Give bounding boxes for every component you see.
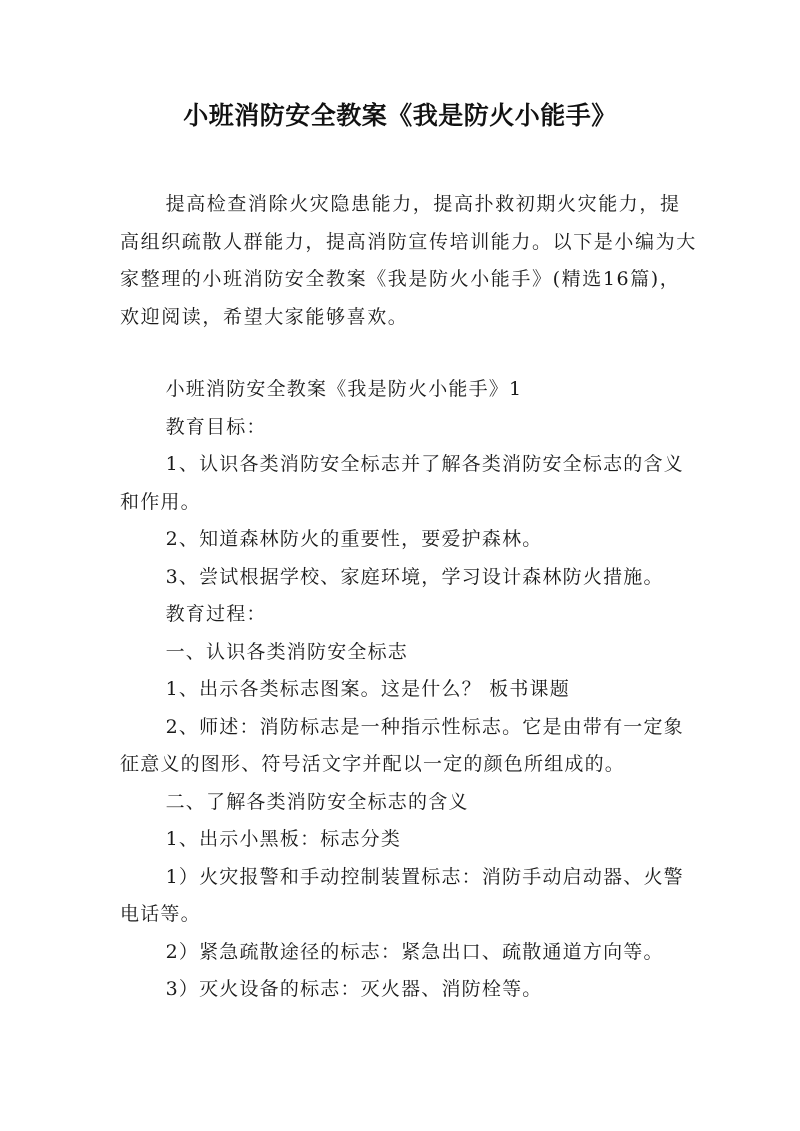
body-paragraph: 3、尝试根据学校、家庭环境，学习设计森林防火措施。 [165, 565, 664, 588]
body-paragraph: 教育目标： [165, 415, 267, 438]
body-paragraph: 二、了解各类消防安全标志的含义 [165, 790, 469, 813]
body-paragraph: 1、认识各类消防安全标志并了解各类消防安全标志的含义和作用。 [120, 453, 684, 513]
body-paragraph: 3）灭火设备的标志：灭火器、消防栓等。 [165, 978, 543, 1000]
document-title: 小班消防安全教案《我是防火小能手》 [183, 101, 617, 130]
body-paragraph: 教育过程： [165, 603, 267, 625]
body-paragraph: 一、认识各类消防安全标志 [165, 640, 408, 663]
body-paragraph: 1）火灾报警和手动控制装置标志：消防手动启动器、火警电话等。 [120, 865, 684, 925]
intro-paragraph: 提高检查消除火灾隐患能力，提高扑救初期火灾能力，提高组织疏散人群能力，提高消防宣传培训能力。以下是小编为大家整理的小班消防安全教案《我是防火小能手》(精选16篇)，欢迎阅读，希望大家能够喜欢。 [120, 193, 697, 328]
document-body [120, 371, 700, 1009]
body-paragraph: 2、师述：消防标志是一种指示性标志。它是由带有一定象征意义的图形、符号活文字并配以一定的颜色所组成的。 [120, 715, 684, 775]
section-title: 小班消防安全教案《我是防火小能手》1 [165, 378, 523, 400]
body-paragraph: 1、出示各类标志图案。这是什么？ 板书课题 [165, 678, 570, 700]
body-paragraph: 1、出示小黑板：标志分类 [165, 828, 402, 850]
body-paragraph: 2）紧急疏散途径的标志：紧急出口、疏散通道方向等。 [165, 940, 664, 963]
body-paragraph: 2、知道森林防火的重要性，要爱护森林。 [165, 528, 543, 550]
